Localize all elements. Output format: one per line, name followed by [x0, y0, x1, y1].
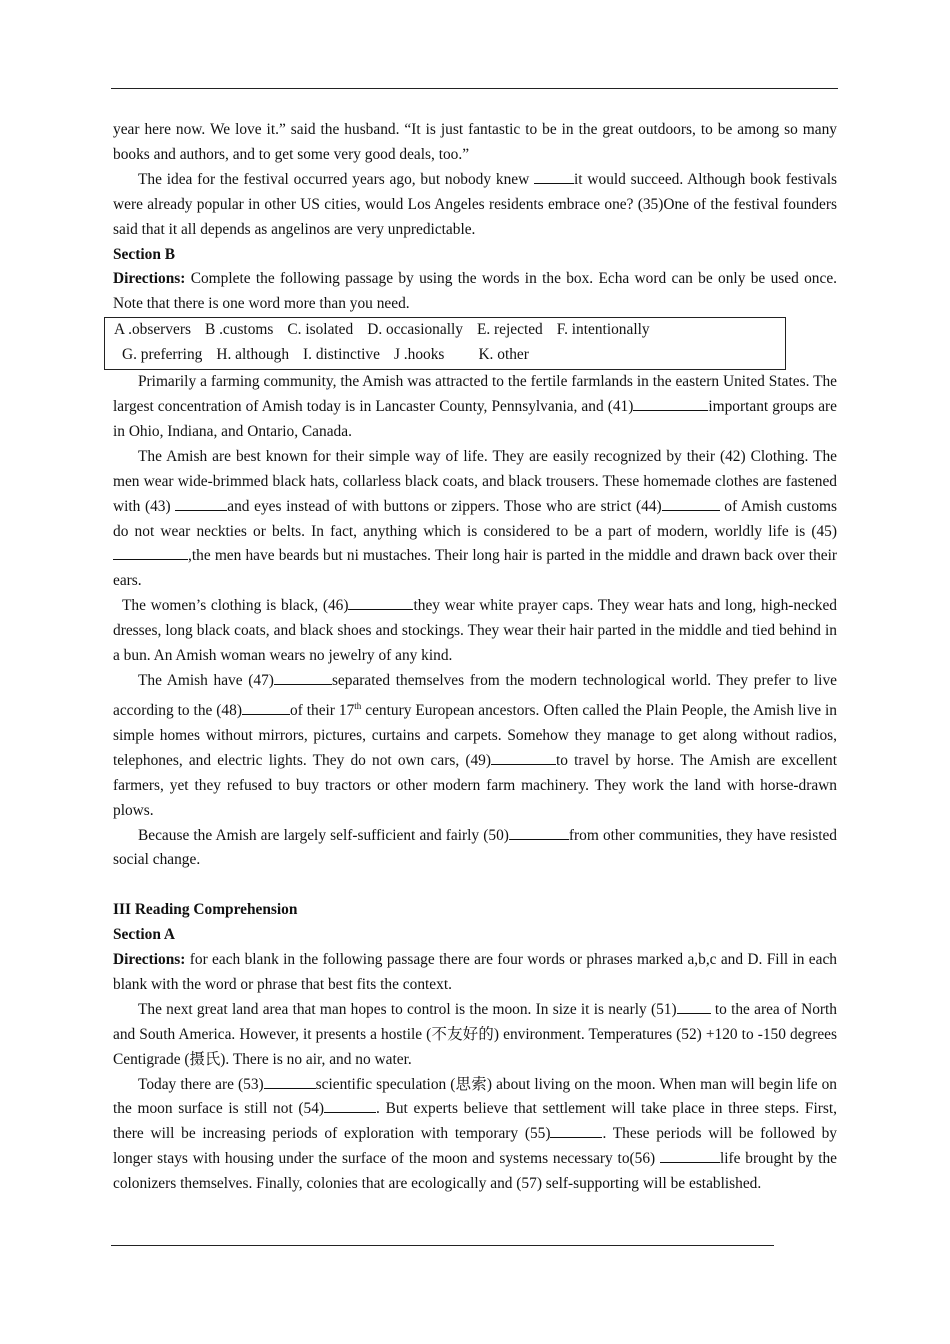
word-bank-row-1 — [105, 318, 785, 343]
answer-blank[interactable] — [534, 168, 574, 184]
word-option: I. distinctive — [303, 346, 380, 364]
document-body — [113, 118, 837, 1197]
word-option: K. other — [478, 346, 529, 364]
word-option: B .customs — [204, 321, 274, 339]
word-option: F. intentionally — [556, 321, 650, 339]
answer-blank-44[interactable] — [662, 495, 720, 511]
answer-blank-45[interactable] — [113, 544, 188, 560]
answer-blank-51[interactable] — [677, 998, 711, 1014]
paragraph-50: Because the Amish are largely self-sufficient and fairly (50) from other communities, they have resisted social change. — [113, 824, 837, 874]
word-bank-box — [104, 317, 786, 370]
paragraph-46: The women’s clothing is black, (46) they wear white prayer caps. They wear hats and long, high-necked dresses, long black coats, and black shoes and stockings. They wear their hair parted in the middle and tied behind in a bun. An Amish woman wears no jewelry of any kind. — [113, 594, 837, 669]
answer-blank-54[interactable] — [324, 1097, 376, 1113]
paragraph-festival-idea: The idea for the festival occurred years ago, but nobody knew it would succeed. Although book festivals were already popular in other US cities, would Los Angeles residents embrace one? (35)One of the festival founders said that it all depends as angelinos are very unpredictable. — [113, 168, 837, 243]
word-option: D. occasionally — [367, 321, 463, 339]
answer-blank-55[interactable] — [550, 1122, 602, 1138]
answer-blank-47[interactable] — [274, 669, 332, 685]
word-option: A .observers — [114, 321, 191, 339]
answer-blank-43[interactable] — [175, 495, 227, 511]
word-option: E. rejected — [476, 321, 543, 339]
part-3-heading: III Reading Comprehension — [113, 901, 298, 919]
paragraph-53: Today there are (53) scientific speculation (思索) about living on the moon. When man will begin life on the moon surface is still not (54) . But experts believe that settlement will take place in three steps. First, there will be increasing periods of exploration with temporary (55) . These periods will be followed by longer stays with housing under the surface of the moon and systems necessary to(56) life brought by the colonizers themselves. Finally, colonies that are ecologically and (57) self-supporting will be established. — [113, 1073, 837, 1198]
answer-blank-56[interactable] — [660, 1147, 720, 1163]
word-option: C. isolated — [287, 321, 354, 339]
header-rule — [111, 88, 838, 89]
paragraph-41: Primarily a farming community, the Amish was attracted to the fertile farmlands in the eastern United States. The largest concentration of Amish today is in Lancaster County, Pennsylvania, and (41) important groups are in Ohio, Indiana, and Ontario, Canada. — [113, 373, 837, 440]
word-option: H. although — [216, 346, 290, 364]
directions-label: Directions: — [113, 270, 186, 288]
answer-blank-46[interactable] — [348, 594, 413, 610]
word-option: J .hooks — [393, 346, 445, 364]
paragraph-42: The Amish are best known for their simple way of life. They are easily recognized by their (42) Clothing. The men wear wide-brimmed black hats, collarless black coats, and black trousers. These homemade clothes are fastened with (43) and eyes instead of with buttons or zippers. Those who are strict (44) of Amish customs do not wear neckties or belts. In fact, anything which is considered to be a part of modern, worldly life is (45),the men have beards but ni mustaches. Their long hair is parted in the middle and drawn back over their ears. — [113, 447, 837, 590]
answer-blank-48[interactable] — [242, 699, 290, 715]
answer-blank-53[interactable] — [264, 1073, 316, 1089]
section-a-directions: Directions: for each blank in the following passage there are four words or phrases marked a,b,c and D. Fill in each blank with the word or phrase that best fits the context. — [113, 951, 837, 993]
answer-blank-49[interactable] — [491, 749, 556, 765]
footer-rule — [111, 1245, 774, 1246]
spacer — [113, 873, 837, 898]
paragraph-51: The next great land area that man hopes to control is the moon. In size it is nearly (51) to the area of North and South America. However, it presents a hostile (不友好的) environment. Temperatures (52) +120 to -150 degrees Centigrade (摄氏). There is no air, and no water. — [113, 998, 837, 1073]
section-b-heading: Section B — [113, 245, 175, 263]
paragraph-47: The Amish have (47) separated themselves from the modern technological world. They prefer to live according to the (48) of their 17th century European ancestors. Often called the Plain People, the Amish live in simple homes without mirrors, pictures, curtains and carpets. Somehow they manage to get along without radios, telephones, and electric lights. They do not own cars, (49) to travel by horse. The Amish are excellent farmers, yet they refused to buy tractors or other modern farm machinery. They work the land with horse-drawn plows. — [113, 669, 837, 824]
word-bank-row-2 — [105, 343, 785, 368]
directions-label: Directions: — [113, 951, 186, 969]
paragraph-intro: year here now. We love it.” said the husband. “It is just fantastic to be in the great outdoors, to be among so many books and authors, and to get some very good deals, too.” — [113, 121, 837, 163]
answer-blank-41[interactable] — [633, 395, 708, 411]
word-option: G. preferring — [122, 346, 203, 364]
answer-blank-50[interactable] — [509, 824, 569, 840]
section-b-directions: Directions: Complete the following passage by using the words in the box. Echa word can be only be used once. Note that there is one word more than you need. — [113, 270, 837, 313]
section-a-heading: Section A — [113, 926, 175, 944]
